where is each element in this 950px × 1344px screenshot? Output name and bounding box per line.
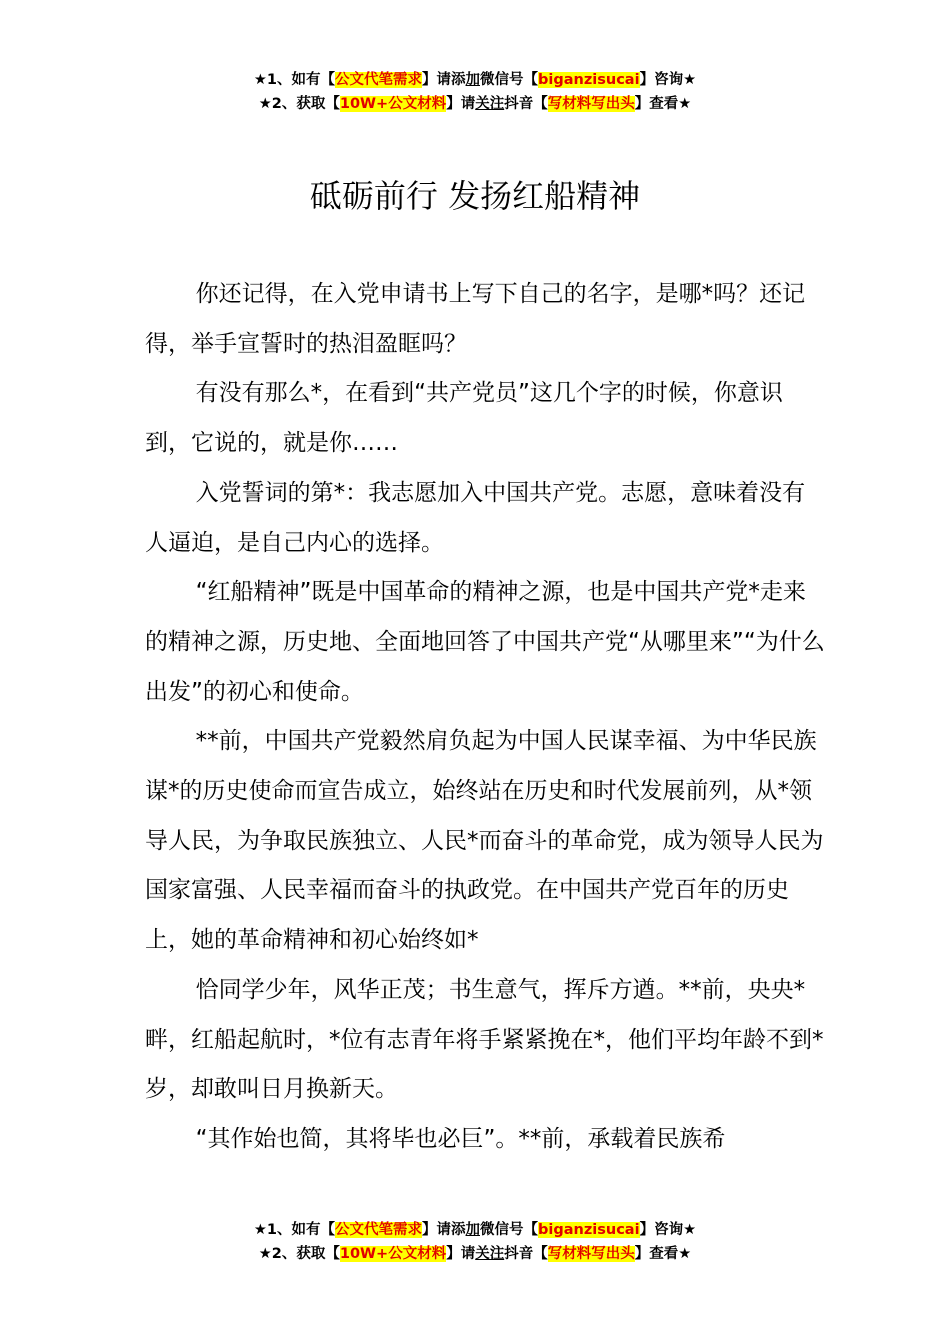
banner-text: 】请 bbox=[446, 96, 476, 112]
banner-text: 】咨询★ bbox=[639, 1222, 697, 1238]
banner-text: ★1、如有【 bbox=[253, 1222, 336, 1238]
paragraph: 恰同学少年，风华正茂；书生意气，挥斥方遒。**前，央央*畔，红船起航时，*位有志青年将手紧紧挽在*，他们平均年龄不到*岁，却敢叫日月换新天。 bbox=[145, 976, 824, 1103]
banner-text: 】查看★ bbox=[634, 1246, 692, 1262]
banner-line-1 bbox=[0, 1218, 950, 1242]
banner-underlined-text: 关注 bbox=[475, 1246, 505, 1262]
banner-highlight: 公文代笔需求 bbox=[335, 72, 423, 88]
banner-wechat-id: biganzisucai bbox=[538, 72, 640, 88]
banner-underlined-text: 加 bbox=[465, 1222, 481, 1238]
paragraph: 你还记得，在入党申请书上写下自己的名字，是哪*吗？还记得，举手宣誓时的热泪盈眶吗？ bbox=[145, 281, 806, 357]
footer-banner bbox=[0, 1218, 950, 1266]
banner-text: 抖音【 bbox=[504, 96, 548, 112]
banner-wechat-id: biganzisucai bbox=[538, 1222, 640, 1238]
banner-douyin-id: 写材料写出头 bbox=[547, 96, 635, 112]
banner-douyin-id: 写材料写出头 bbox=[547, 1246, 635, 1262]
paragraph: “红船精神”既是中国革命的精神之源，也是中国共产党*走来的精神之源，历史地、全面地回答了中国共产党“从哪里来”“为什么出发”的初心和使命。 bbox=[145, 579, 825, 705]
banner-line-2 bbox=[0, 1242, 950, 1266]
banner-line-2 bbox=[0, 92, 950, 116]
paragraph: “其作始也简，其将毕也必巨”。**前，承载着民族希 bbox=[195, 1125, 726, 1152]
banner-text: ★2、获取【 bbox=[258, 96, 340, 112]
banner-text: 微信号【 bbox=[480, 72, 539, 88]
banner-text: 抖音【 bbox=[504, 1246, 548, 1262]
header-banner bbox=[0, 68, 950, 116]
document-body bbox=[145, 270, 825, 1165]
banner-highlight: 10W+公文材料 bbox=[339, 96, 447, 112]
banner-text: 微信号【 bbox=[480, 1222, 539, 1238]
banner-text: 】请添 bbox=[422, 1222, 466, 1238]
document-title: 砥砺前行 发扬红船精神 bbox=[309, 177, 641, 215]
paragraph: 入党誓词的第*：我志愿加入中国共产党。志愿，意味着没有人逼迫，是自己内心的选择。 bbox=[145, 479, 806, 556]
paragraph: **前，中国共产党毅然肩负起为中国人民谋幸福、为中华民族谋*的历史使命而宣告成立，始终站在历史和时代发展前列，从*领导人民，为争取民族独立、人民*而奋斗的革命党，成为领导人民为国家富强、人民幸福而奋斗的执政党。在中国共产党百年的历史上，她的革命精神和初心始终如* bbox=[145, 728, 824, 954]
paragraph: 有没有那么*，在看到“共产党员”这几个字的时候，你意识到，它说的，就是你…… bbox=[145, 380, 783, 457]
banner-highlight: 10W+公文材料 bbox=[339, 1246, 447, 1262]
banner-highlight: 公文代笔需求 bbox=[335, 1222, 423, 1238]
banner-text: 】查看★ bbox=[634, 96, 692, 112]
banner-underlined-text: 关注 bbox=[475, 96, 505, 112]
banner-line-1 bbox=[0, 68, 950, 92]
banner-underlined-text: 加 bbox=[465, 72, 481, 88]
banner-text: 】请 bbox=[446, 1246, 476, 1262]
banner-text: 】请添 bbox=[422, 72, 466, 88]
banner-text: 】咨询★ bbox=[639, 72, 697, 88]
banner-text: ★1、如有【 bbox=[253, 72, 336, 88]
banner-text: ★2、获取【 bbox=[258, 1246, 340, 1262]
